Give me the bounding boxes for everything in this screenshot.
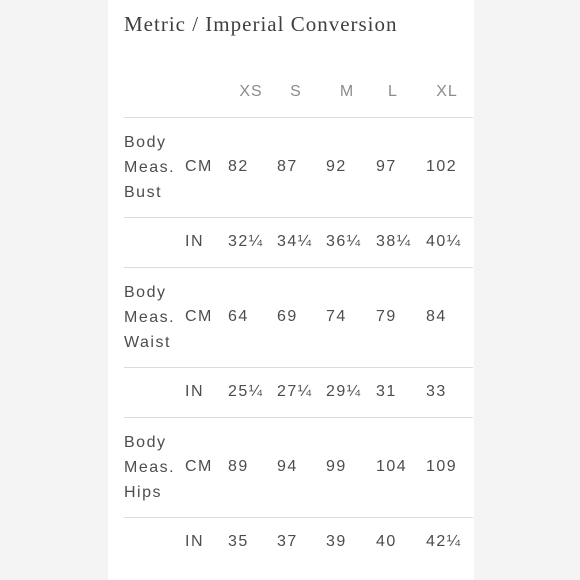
- table-cell: 37: [277, 533, 298, 550]
- size-header-xl: XL: [436, 83, 458, 100]
- divider: [124, 367, 473, 368]
- table-cell: 84: [426, 308, 447, 325]
- size-header-l: L: [388, 83, 398, 100]
- divider: [124, 517, 473, 518]
- unit-in: IN: [185, 233, 204, 250]
- size-header-xs: XS: [239, 83, 263, 100]
- table-cell: 31: [376, 383, 397, 400]
- table-cell: 69: [277, 308, 298, 325]
- table-cell: 29¼: [326, 383, 362, 400]
- size-header-m: M: [339, 83, 355, 100]
- unit-cm: CM: [185, 158, 213, 175]
- unit-cm: CM: [185, 308, 213, 325]
- row-label-bust: Body Meas. Bust: [124, 134, 176, 201]
- row-label-waist: Body Meas. Waist: [124, 284, 176, 351]
- table-cell: 64: [228, 308, 249, 325]
- table-cell: 38¼: [376, 233, 412, 250]
- table-cell: 94: [277, 458, 298, 475]
- divider: [124, 217, 473, 218]
- table-cell: 109: [426, 458, 458, 475]
- table-cell: 89: [228, 458, 249, 475]
- table-cell: 27¼: [277, 383, 313, 400]
- table-cell: 36¼: [326, 233, 362, 250]
- unit-in: IN: [185, 533, 204, 550]
- table-cell: 40: [376, 533, 397, 550]
- table-cell: 97: [376, 158, 397, 175]
- unit-cm: CM: [185, 458, 213, 475]
- table-cell: 74: [326, 308, 347, 325]
- unit-in: IN: [185, 383, 204, 400]
- table-cell: 42¼: [426, 533, 462, 550]
- table-cell: 34¼: [277, 233, 313, 250]
- table-cell: 39: [326, 533, 347, 550]
- divider: [124, 117, 473, 118]
- table-cell: 104: [376, 458, 408, 475]
- table-cell: 99: [326, 458, 347, 475]
- page-title: Metric / Imperial Conversion: [124, 12, 398, 36]
- table-cell: 92: [326, 158, 347, 175]
- table-cell: 79: [376, 308, 397, 325]
- table-cell: 87: [277, 158, 298, 175]
- table-cell: 25¼: [228, 383, 264, 400]
- size-header-s: S: [290, 83, 302, 100]
- table-cell: 33: [426, 383, 447, 400]
- row-label-hips: Body Meas. Hips: [124, 434, 176, 501]
- divider: [124, 267, 473, 268]
- table-cell: 35: [228, 533, 249, 550]
- table-cell: 40¼: [426, 233, 462, 250]
- table-cell: 82: [228, 158, 249, 175]
- table-cell: 32¼: [228, 233, 264, 250]
- table-cell: 102: [426, 158, 458, 175]
- divider: [124, 417, 473, 418]
